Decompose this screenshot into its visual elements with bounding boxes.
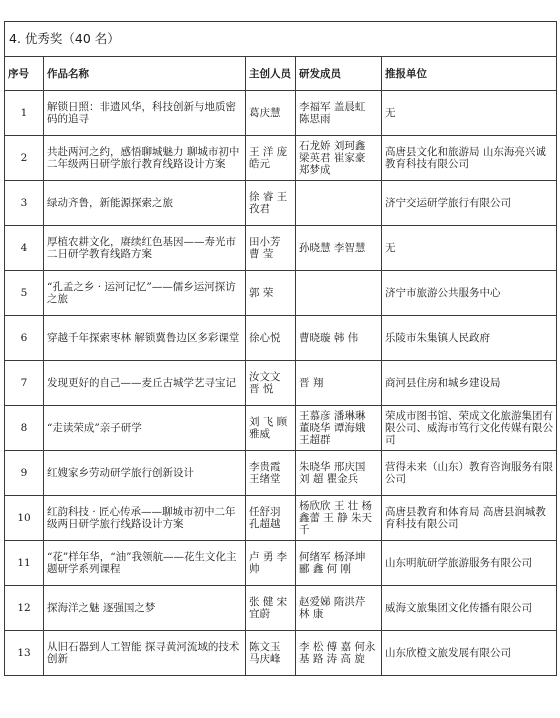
cell-lead: 王 洋 庞皓元	[246, 136, 296, 181]
cell-index: 13	[5, 631, 44, 676]
cell-index: 11	[5, 541, 44, 586]
cell-lead: 张 健 宋宜蔚	[246, 586, 296, 631]
cell-members: 王慕彦 潘琳琳 董晓华 谭海娥 王超群	[296, 406, 382, 451]
header-unit: 推报单位	[382, 57, 557, 91]
cell-lead: 任舒羽 孔超越	[246, 496, 296, 541]
cell-work: “走读荣成”亲子研学	[44, 406, 246, 451]
cell-lead: 李贵霞 王绪堂	[246, 451, 296, 496]
cell-work: 穿越千年探索枣林 解锁冀鲁边区多彩课堂	[44, 316, 246, 361]
table-row	[5, 136, 557, 181]
cell-unit: 无	[382, 91, 557, 136]
cell-unit: 高唐县教育和体育局 高唐县润城教育科技有限公司	[382, 496, 557, 541]
table-row	[5, 541, 557, 586]
cell-index: 1	[5, 91, 44, 136]
table-row	[5, 361, 557, 406]
cell-work: 解锁日照：非遗风华，科技创新与地质密码的追寻	[44, 91, 246, 136]
cell-members: 李福军 盖晨虹 陈思雨	[296, 91, 382, 136]
cell-lead: 陈文玉 马庆峰	[246, 631, 296, 676]
cell-members: 李 松 傅 嘉 何永基 路 涛 高 旋	[296, 631, 382, 676]
cell-work: “花”样年华，“油”我领航——花生文化主题研学系列课程	[44, 541, 246, 586]
cell-lead: 刘 飞 顾雅威	[246, 406, 296, 451]
cell-unit: 威海文旅集团文化传播有限公司	[382, 586, 557, 631]
cell-work: 红韵科技 · 匠心传承——聊城市初中二年级两日研学旅行线路设计方案	[44, 496, 246, 541]
cell-index: 10	[5, 496, 44, 541]
table-row	[5, 631, 557, 676]
cell-work: 发现更好的自己——麦丘古城学艺寻宝记	[44, 361, 246, 406]
cell-unit: 营得未来（山东）教育咨询服务有限公司	[382, 451, 557, 496]
table-row	[5, 406, 557, 451]
header-index: 序号	[5, 57, 44, 91]
cell-lead: 徐心悦	[246, 316, 296, 361]
header-work: 作品名称	[44, 57, 246, 91]
cell-work: “孔孟之乡 · 运河记忆”——儒乡运河探访之旅	[44, 271, 246, 316]
table-row	[5, 271, 557, 316]
header-members: 研发成员	[296, 57, 382, 91]
cell-members: 赵爱娣 隋洪芹 林 康	[296, 586, 382, 631]
table-row	[5, 226, 557, 271]
cell-index: 3	[5, 181, 44, 226]
cell-unit: 济宁交运研学旅行有限公司	[382, 181, 557, 226]
cell-work: 绿动齐鲁，新能源探索之旅	[44, 181, 246, 226]
cell-index: 7	[5, 361, 44, 406]
table-row	[5, 181, 557, 226]
cell-members: 孙晓慧 李智慧	[296, 226, 382, 271]
cell-index: 12	[5, 586, 44, 631]
cell-unit: 山东欣橙文旅发展有限公司	[382, 631, 557, 676]
cell-members: 朱晓华 邢庆国 刘 超 瞿金兵	[296, 451, 382, 496]
cell-lead: 徐 睿 王孜君	[246, 181, 296, 226]
award-table	[4, 21, 557, 676]
cell-members: 晋 翔	[296, 361, 382, 406]
cell-work: 红嫂家乡劳动研学旅行创新设计	[44, 451, 246, 496]
cell-members: 石龙娇 刘珂鑫 梁英君 崔家豪 郑梦成	[296, 136, 382, 181]
cell-work: 厚植农耕文化，赓续红色基因——寿光市二日研学教育线路方案	[44, 226, 246, 271]
cell-unit: 乐陵市朱集镇人民政府	[382, 316, 557, 361]
cell-unit: 高唐县文化和旅游局 山东海亮兴诚教育科技有限公司	[382, 136, 557, 181]
cell-index: 6	[5, 316, 44, 361]
table-row	[5, 91, 557, 136]
cell-members: 曹晓璇 韩 伟	[296, 316, 382, 361]
header-lead: 主创人员	[246, 57, 296, 91]
cell-index: 2	[5, 136, 44, 181]
cell-unit: 商河县住房和城乡建设局	[382, 361, 557, 406]
cell-work: 探海洋之魅 逐强国之梦	[44, 586, 246, 631]
table-row	[5, 451, 557, 496]
table-row	[5, 316, 557, 361]
cell-members	[296, 271, 382, 316]
cell-unit: 山东明航研学旅游服务有限公司	[382, 541, 557, 586]
cell-index: 5	[5, 271, 44, 316]
table-header-row	[5, 57, 557, 91]
cell-members	[296, 181, 382, 226]
cell-lead: 田小芳 曹 莹	[246, 226, 296, 271]
table-row	[5, 586, 557, 631]
cell-unit: 济宁市旅游公共服务中心	[382, 271, 557, 316]
table-row	[5, 496, 557, 541]
cell-index: 8	[5, 406, 44, 451]
cell-lead: 郭 荣	[246, 271, 296, 316]
cell-lead: 卢 勇 李 帅	[246, 541, 296, 586]
cell-work: 从旧石器到人工智能 探寻黄河流域的技术创新	[44, 631, 246, 676]
section-title-row	[5, 22, 557, 57]
cell-index: 4	[5, 226, 44, 271]
cell-unit: 无	[382, 226, 557, 271]
cell-unit: 荣成市图书馆、荣成文化旅游集团有限公司、威海市笃行文化传媒有限公司	[382, 406, 557, 451]
cell-members: 杨欣欣 王 壮 杨鑫蕾 王 静 朱天千	[296, 496, 382, 541]
section-title: 4. 优秀奖（40 名）	[5, 22, 557, 57]
cell-members: 何绪军 杨泽坤 郦 鑫 何 刚	[296, 541, 382, 586]
cell-lead: 葛庆慧	[246, 91, 296, 136]
cell-work: 共赴两河之约，感悟聊城魅力 聊城市初中二年级两日研学旅行教育线路设计方案	[44, 136, 246, 181]
cell-lead: 汝文文 晋 悦	[246, 361, 296, 406]
cell-index: 9	[5, 451, 44, 496]
